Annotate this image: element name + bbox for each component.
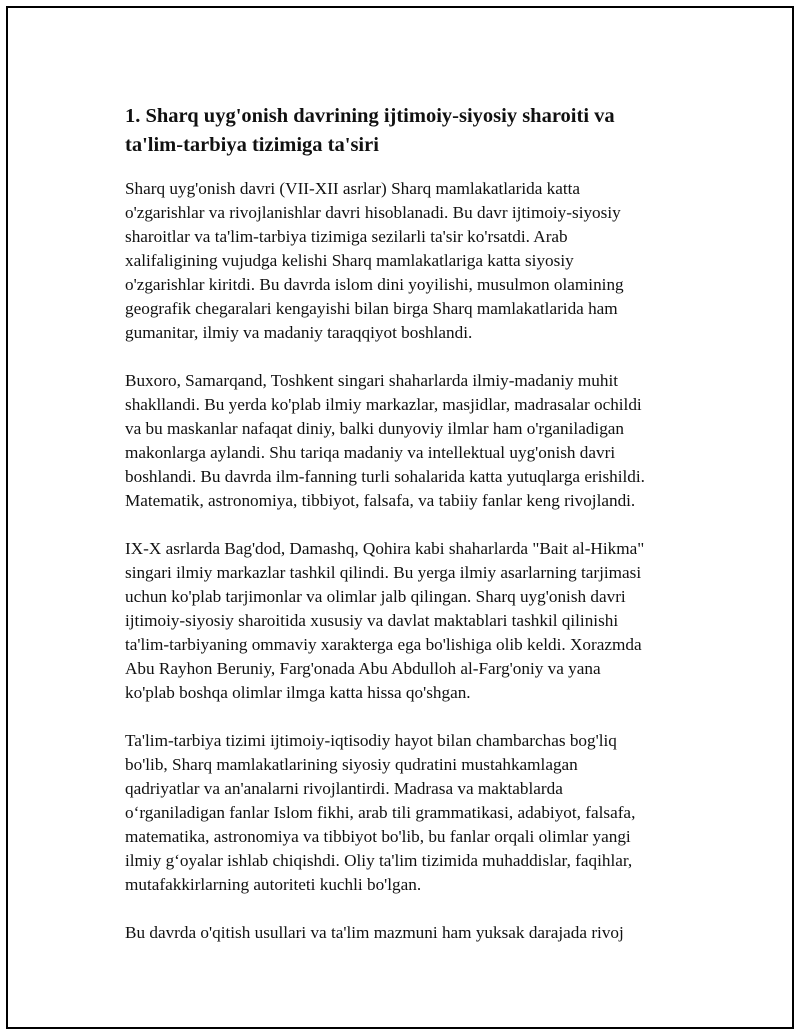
text-line: bo'lib, Sharq mamlakatlarining siyosiy qudratini mustahkamlagan xyxy=(125,755,578,774)
text-line: mutafakkirlarning autoriteti kuchli bo'lgan. xyxy=(125,875,422,894)
title-line: ta'lim-tarbiya tizimiga ta'siri xyxy=(125,134,379,156)
text-line: Ta'lim-tarbiya tizimi ijtimoiy-iqtisodiy hayot bilan chambarchas bog'liq xyxy=(125,731,617,750)
text-line: matematika, astronomiya va tibbiyot bo'lib, bu fanlar orqali olimlar yangi xyxy=(125,827,631,846)
spacer xyxy=(125,345,695,369)
text-line: o‘rganiladigan fanlar Islom fikhi, arab tili grammatikasi, adabiyot, falsafa, xyxy=(125,803,636,822)
paragraph-2 xyxy=(125,369,695,513)
text-line: makonlarga aylandi. Shu tariqa madaniy va intellektual uyg'onish davri xyxy=(125,443,616,462)
text-line: singari ilmiy markazlar tashkil qilindi. Bu yerga ilmiy asarlarning tarjimasi xyxy=(125,563,642,582)
text-line: ijtimoiy-siyosiy sharoitida xususiy va davlat maktablari tashkil qilinishi xyxy=(125,611,619,630)
text-line: shakllandi. Bu yerda ko'plab ilmiy markazlar, masjidlar, madrasalar ochildi xyxy=(125,395,642,414)
text-line: Sharq uyg'onish davri (VII-XII asrlar) Sharq mamlakatlarida katta xyxy=(125,179,581,198)
text-line: gumanitar, ilmiy va madaniy taraqqiyot boshlandi. xyxy=(125,323,473,342)
text-line: boshlandi. Bu davrda ilm-fanning turli sohalarida katta yutuqlarga erishildi. xyxy=(125,467,645,486)
spacer xyxy=(125,705,695,729)
paragraph-3 xyxy=(125,537,695,705)
document-body xyxy=(125,102,695,945)
spacer xyxy=(125,513,695,537)
text-line: Bu davrda o'qitish usullari va ta'lim mazmuni ham yuksak darajada rivoj xyxy=(125,923,624,942)
text-line: xalifaligining vujudga kelishi Sharq mamlakatlariga katta siyosiy xyxy=(125,251,574,270)
text-line: Abu Rayhon Beruniy, Farg'onada Abu Abdulloh al-Farg'oniy va yana xyxy=(125,659,601,678)
text-line: ta'lim-tarbiyaning ommaviy xarakterga ega bo'lishiga olib keldi. Xorazmda xyxy=(125,635,642,654)
text-line: ilmiy g‘oyalar ishlab chiqishdi. Oliy ta'lim tizimida muhaddislar, faqihlar, xyxy=(125,851,633,870)
section-title xyxy=(125,102,695,160)
text-line: Matematik, astronomiya, tibbiyot, falsafa, va tabiiy fanlar keng rivojlandi. xyxy=(125,491,636,510)
title-line: 1. Sharq uyg'onish davrining ijtimoiy-siyosiy sharoiti va xyxy=(125,105,615,127)
text-line: Buxoro, Samarqand, Toshkent singari shaharlarda ilmiy-madaniy muhit xyxy=(125,371,618,390)
spacer xyxy=(125,897,695,921)
text-line: sharoitlar va ta'lim-tarbiya tizimiga sezilarli ta'sir ko'rsatdi. Arab xyxy=(125,227,568,246)
text-line: o'zgarishlar va rivojlanishlar davri hisoblanadi. Bu davr ijtimoiy-siyosiy xyxy=(125,203,621,222)
text-line: ko'plab boshqa olimlar ilmga katta hissa qo'shgan. xyxy=(125,683,471,702)
text-line: geografik chegaralari kengayishi bilan birga Sharq mamlakatlarida ham xyxy=(125,299,618,318)
text-line: IX-X asrlarda Bag'dod, Damashq, Qohira kabi shaharlarda "Bait al-Hikma" xyxy=(125,539,645,558)
page-frame xyxy=(6,6,794,1029)
paragraph-5 xyxy=(125,921,695,945)
text-line: uchun ko'plab tarjimonlar va olimlar jalb qilingan. Sharq uyg'onish davri xyxy=(125,587,626,606)
spacer xyxy=(125,160,695,177)
text-line: qadriyatlar va an'analarni rivojlantirdi. Madrasa va maktablarda xyxy=(125,779,563,798)
text-line: va bu maskanlar nafaqat diniy, balki dunyoviy ilmlar ham o'rganiladigan xyxy=(125,419,625,438)
text-line: o'zgarishlar kiritdi. Bu davrda islom dini yoyilishi, musulmon olamining xyxy=(125,275,624,294)
paragraph-1 xyxy=(125,177,695,345)
paragraph-4 xyxy=(125,729,695,897)
